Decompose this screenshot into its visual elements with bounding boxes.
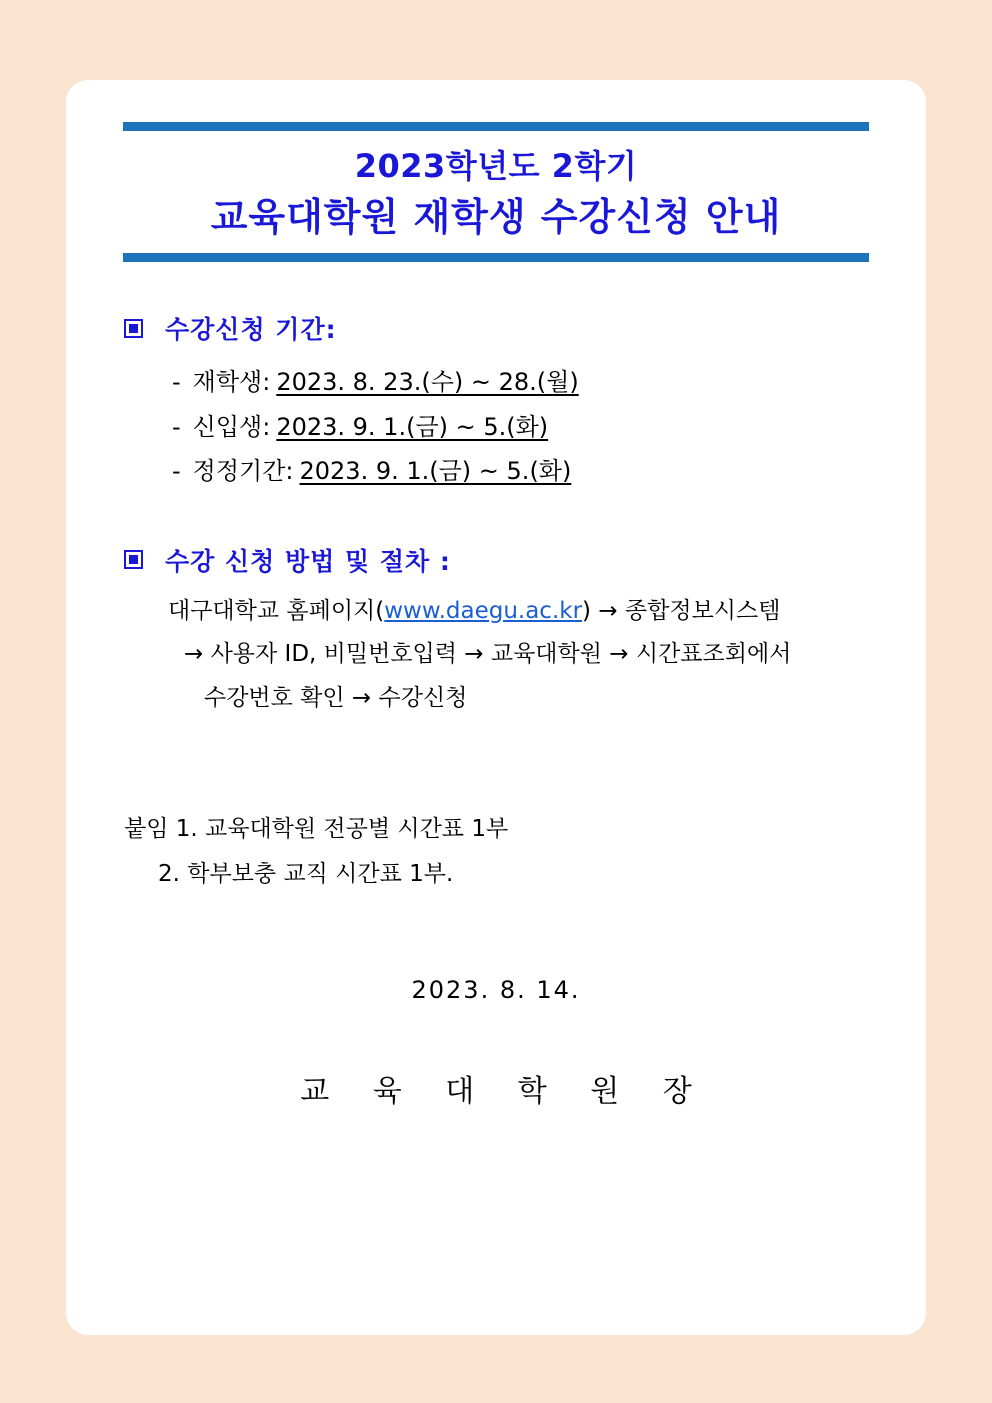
attachment-list	[124, 807, 868, 897]
period-list	[124, 360, 868, 493]
procedure-line-2: → 사용자 ID, 비밀번호입력 → 교육대학원 → 시간표조회에서	[184, 641, 792, 668]
section-heading-method	[124, 542, 868, 578]
title-rule-bottom	[123, 253, 869, 262]
list-item	[172, 360, 868, 404]
section-application-method	[124, 542, 868, 721]
period-value-new: 2023. 9. 1.(금) ~ 5.(화)	[276, 412, 549, 441]
issuer-signature: 교 육 대 학 원 장	[300, 1074, 709, 1110]
attachment-item-2: 2. 학부보충 교직 시간표 1부.	[158, 860, 454, 887]
procedure-line-3: 수강번호 확인 → 수강신청	[204, 685, 468, 712]
list-item	[172, 405, 868, 449]
issue-date: 2023. 8. 14.	[411, 976, 581, 1005]
procedure-line1-post: ) → 종합정보시스템	[582, 597, 781, 624]
procedure-line1-pre: 대구대학교 홈페이지(	[168, 597, 385, 624]
period-label-correction: 정정기간:	[192, 457, 294, 486]
section-heading-period-label: 수강신청 기간:	[165, 315, 337, 345]
section-heading-method-label: 수강 신청 방법 및 절차 :	[165, 546, 451, 576]
dash-marker: -	[172, 457, 181, 486]
section-heading-period	[124, 310, 868, 346]
dash-marker: -	[172, 412, 181, 441]
period-label-new: 신입생:	[192, 412, 271, 441]
square-bullet-icon	[124, 319, 143, 338]
period-value-enrolled: 2023. 8. 23.(수) ~ 28.(월)	[276, 368, 579, 397]
page-title-line2: 교육대학원 재학생 수강신청 안내	[210, 195, 782, 240]
dash-marker: -	[172, 368, 181, 397]
notice-body	[66, 310, 926, 1110]
title-text-group	[121, 131, 871, 253]
section-application-period	[124, 310, 868, 493]
list-item	[172, 449, 868, 493]
period-value-correction: 2023. 9. 1.(금) ~ 5.(화)	[299, 457, 572, 486]
attachment-item-1: 붙임 1. 교육대학원 전공별 시간표 1부	[124, 815, 509, 842]
university-homepage-link[interactable]: www.daegu.ac.kr	[384, 597, 583, 624]
period-label-enrolled: 재학생:	[192, 368, 271, 397]
notice-paper	[66, 80, 926, 1335]
title-rule-top	[123, 122, 869, 131]
procedure-line-1	[158, 590, 868, 634]
square-bullet-icon	[124, 550, 143, 569]
title-block	[66, 122, 926, 262]
procedure-text	[124, 590, 868, 721]
page-title-line1: 2023학년도 2학기	[354, 147, 638, 185]
